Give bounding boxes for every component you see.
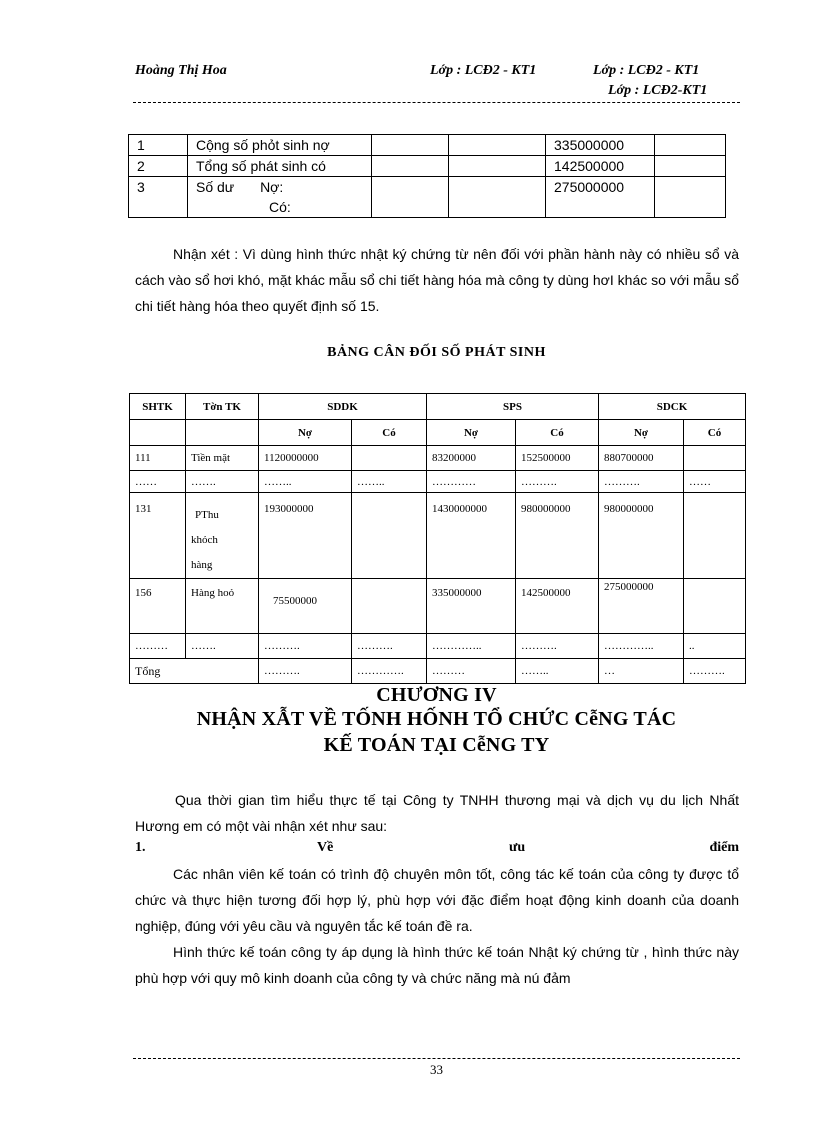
table-row: 1 Cộng số phỏt sinh nợ 335000000: [129, 135, 726, 156]
table-row: 156 Hàng hoỏ 75500000 335000000 142500000 275000000: [130, 579, 746, 634]
intro-paragraph: Qua thời gian tìm hiểu thực tế tại Công ty TNHH thương mại và dịch vụ du lịch Nhất Hương em có một vài nhận xét như sau:: [135, 792, 739, 834]
table-row: …… ……. …….. …….. ………… ………. ………. ……: [130, 471, 746, 493]
chapter-number: CHƯƠNG IV: [376, 684, 497, 706]
chapter-title-line2: KẾ TOÁN TẠI CễNG TY: [323, 734, 550, 756]
chapter-title-line1: NHẬN XẪT VỀ TỐNH HỐNH TỔ CHỨC CễNG TÁC: [196, 708, 677, 730]
advantage-paragraph-1: Các nhân viên kế toán có trình độ chuyên môn tốt, công tác kế toán của công ty được tổ chức và thực hiện tương đối hợp lý, phù hợp với đặc điểm hoạt động kinh doanh của doanh nghiệp, đúng với yêu cầu và nguyên tắc kế toán đề ra.: [135, 866, 739, 934]
table-row: 2 Tổng số phát sinh có 142500000: [129, 156, 726, 177]
table-row: 131 PThu khỏch hàng 193000000 1430000000 980000000 980000000: [130, 493, 746, 579]
balance-title: BẢNG CÂN ĐỐI SỐ PHÁT SINH: [327, 345, 546, 360]
class-label-1: Lớp : LCĐ2 - KT1: [430, 63, 537, 78]
table-row: 3 Số dư Nợ: Có: 275000000: [129, 177, 726, 218]
class-label-2: Lớp : LCĐ2 - KT1: [593, 63, 700, 78]
table-row: 111 Tiền mặt 1120000000 83200000 152500000 880700000: [130, 446, 746, 471]
summary-table: [128, 134, 726, 218]
table-row: ……… ……. ………. ………. ………….. ………. ………….. ..: [130, 634, 746, 659]
author-name: Hoàng Thị Hoa: [135, 63, 227, 78]
class-label-3: Lớp : LCĐ2-KT1: [608, 83, 708, 98]
header-divider: [133, 102, 740, 103]
footer-divider: [133, 1058, 740, 1059]
total-row: Tổng ………. …………. ……… …….. … ……….: [130, 659, 746, 684]
table-subheader-row: Nợ Có Nợ Có Nợ Có: [130, 420, 746, 446]
remark-paragraph: Nhận xét : Vì dùng hình thức nhật ký chứng từ nên đối với phần hành này có nhiều sổ và cách vào sổ hơi khó, mặt khác mẫu sổ chi tiết hàng hóa mà công ty dùng hơI khác so với mẫu sổ chi tiết hàng hóa theo quyết định số 15.: [135, 246, 739, 314]
section-heading: 1. Về ưu điểm: [135, 840, 739, 855]
balance-table: [129, 393, 746, 684]
page-number: 33: [430, 1062, 443, 1077]
advantage-paragraph-2: Hình thức kế toán công ty áp dụng là hình thức kế toán Nhật ký chứng từ , hình thức này phù hợp với quy mô kinh doanh của công ty và chức năng mà nú đảm: [135, 944, 739, 986]
table-header-row: SHTK Tờn TK SDDK SPS SDCK: [130, 394, 746, 420]
